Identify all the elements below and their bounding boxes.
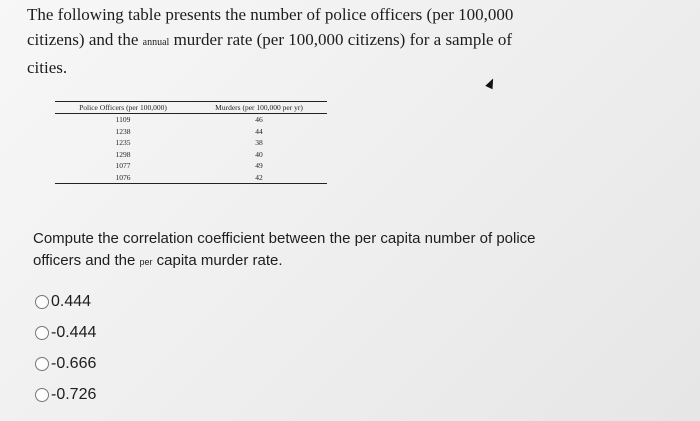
table-row — [55, 126, 327, 138]
answer-option[interactable] — [35, 348, 96, 379]
table-cell-officers: 1238 — [115, 126, 131, 136]
table-cell-murders: 46 — [255, 115, 263, 124]
table-cell-officers: 1077 — [115, 161, 131, 170]
table-cell-officers: 1076 — [55, 172, 191, 184]
table-row — [55, 149, 327, 161]
table-cell-officers: 1298 — [115, 149, 131, 159]
answer-option[interactable] — [35, 286, 96, 317]
table-cell-murders: 49 — [255, 161, 263, 170]
table-cell-officers: 1109 — [115, 115, 131, 124]
data-table — [55, 101, 327, 184]
option-label: -0.666 — [51, 354, 97, 372]
prompt-text — [33, 228, 563, 273]
option-label: 0.444 — [51, 292, 92, 310]
answer-option[interactable] — [35, 379, 96, 410]
option-label: -0.726 — [51, 385, 97, 403]
question-part-2: murder rate (per 100,000 citizens) for a sample of cities. — [27, 30, 513, 77]
question-text — [27, 2, 547, 80]
prompt-part-2: capita murder rate. — [152, 252, 283, 269]
radio-button-icon[interactable] — [35, 388, 49, 402]
prompt-part-1: Compute the correlation coefficient between the per capita number of police officers and the — [33, 230, 536, 269]
prompt-small-word: per — [139, 257, 153, 267]
table-cell-murders: 42 — [191, 172, 327, 184]
answer-option[interactable] — [35, 317, 96, 348]
answer-options — [35, 286, 96, 410]
question-part-1: The following table presents the number of police officers (per 100,000 citizens) and the — [27, 5, 514, 49]
table-row — [55, 160, 327, 172]
table-cell-officers: 1235 — [115, 138, 131, 147]
column-header-police-officers: Police Officers (per 100,000) — [55, 102, 191, 114]
radio-button-icon[interactable] — [35, 295, 49, 309]
table-cell-murders: 38 — [255, 138, 263, 147]
radio-button-icon[interactable] — [35, 357, 49, 371]
column-header-murders: Murders (per 100,000 per yr) — [191, 102, 327, 114]
radio-button-icon[interactable] — [35, 326, 49, 340]
table-cell-murders: 40 — [255, 149, 263, 159]
table-row — [55, 137, 327, 149]
table-row — [55, 172, 327, 184]
question-small-word: annual — [142, 37, 170, 48]
table-cell-murders: 44 — [255, 126, 263, 136]
table-header-row — [55, 102, 327, 114]
option-label: -0.444 — [51, 323, 97, 341]
table-row — [55, 114, 327, 126]
